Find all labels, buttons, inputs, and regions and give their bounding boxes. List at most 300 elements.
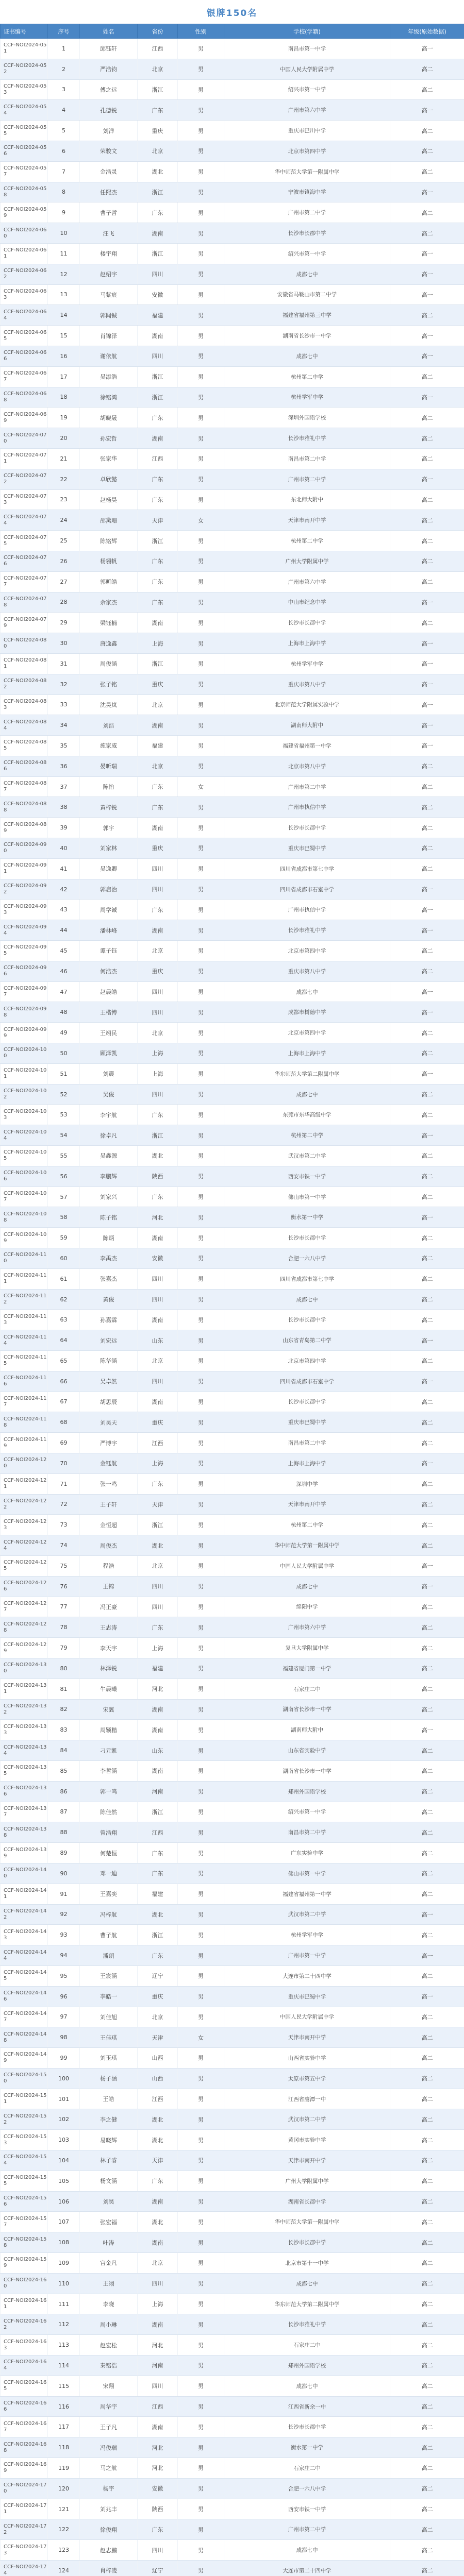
table-row [1,1371,464,1392]
cell-index: 96 [48,1986,80,2007]
cell-gender: 男 [178,121,224,141]
cell-school: 黄冈市实验中学 [224,2130,390,2150]
cell-grade: 高二 [390,2561,464,2576]
table-row [1,1740,464,1761]
cell-gender: 男 [178,879,224,900]
cell-province: 浙江 [138,1802,178,1822]
table-row [1,2253,464,2274]
cell-index: 60 [48,1248,80,1269]
cell-province: 河北 [138,1207,178,1228]
cell-province: 湖南 [138,2314,178,2335]
cell-index: 21 [48,448,80,469]
cell-certificate: CCF-NOI2024-084 [1,715,48,736]
column-header-gender: 性别 [178,24,224,39]
cell-name: 张家华 [80,448,138,469]
cell-school: 成都市树德中学 [224,1002,390,1023]
cell-grade: 高二 [390,121,464,141]
table-body [1,39,464,2576]
cell-index: 114 [48,2355,80,2376]
cell-grade: 高二 [390,1822,464,1843]
cell-name: 易晓辉 [80,2130,138,2150]
cell-certificate: CCF-NOI2024-152 [1,2109,48,2130]
cell-province: 北京 [138,941,178,961]
cell-grade: 高一 [390,1720,464,1740]
cell-name: 李禹杰 [80,1248,138,1269]
cell-school: 广州市第二中学 [224,2519,390,2540]
cell-certificate: CCF-NOI2024-094 [1,920,48,941]
cell-grade: 高二 [390,59,464,79]
cell-certificate: CCF-NOI2024-090 [1,838,48,859]
cell-gender: 男 [178,1802,224,1822]
cell-name: 何浩杰 [80,961,138,981]
cell-grade: 高一 [390,284,464,305]
cell-school: 广州市第二中学 [224,469,390,489]
cell-certificate: CCF-NOI2024-145 [1,1965,48,1986]
cell-province: 四川 [138,1084,178,1105]
cell-certificate: CCF-NOI2024-135 [1,1760,48,1781]
cell-index: 11 [48,243,80,264]
table-row [1,2048,464,2069]
table-row [1,305,464,326]
table-row [1,961,464,981]
cell-index: 98 [48,2027,80,2048]
cell-certificate: CCF-NOI2024-170 [1,2478,48,2499]
cell-grade: 高二 [390,223,464,244]
cell-name: 谭子钰 [80,941,138,961]
cell-index: 19 [48,408,80,428]
cell-province: 湖南 [138,2191,178,2212]
table-row [1,1494,464,1515]
cell-school: 合肥一六八中学 [224,2478,390,2499]
cell-gender: 男 [178,1371,224,1392]
cell-gender: 男 [178,797,224,818]
cell-province: 江西 [138,2089,178,2109]
cell-gender: 男 [178,1884,224,1904]
cell-grade: 高二 [390,1105,464,1125]
cell-gender: 男 [178,1945,224,1966]
cell-province: 湖南 [138,223,178,244]
cell-index: 57 [48,1187,80,1207]
cell-certificate: CCF-NOI2024-162 [1,2314,48,2335]
cell-gender: 男 [178,2171,224,2191]
cell-province: 广东 [138,592,178,613]
cell-province: 浙江 [138,366,178,387]
table-row [1,1515,464,1535]
cell-province: 浙江 [138,387,178,408]
cell-certificate: CCF-NOI2024-093 [1,900,48,920]
cell-name: 冯梓航 [80,1904,138,1925]
cell-certificate: CCF-NOI2024-083 [1,694,48,715]
cell-province: 广东 [138,1617,178,1638]
cell-grade: 高二 [390,571,464,592]
cell-school: 广州市执信中学 [224,900,390,920]
cell-school: 南昌市第二中学 [224,1822,390,1843]
cell-school: 南昌市第二中学 [224,448,390,469]
cell-province: 广东 [138,900,178,920]
cell-grade: 高二 [390,2109,464,2130]
cell-index: 97 [48,2007,80,2027]
cell-grade: 高二 [390,2396,464,2417]
cell-school: 长沙市长郡中学 [224,2417,390,2437]
cell-gender: 男 [178,2540,224,2561]
cell-certificate: CCF-NOI2024-149 [1,2048,48,2069]
cell-gender: 男 [178,326,224,346]
cell-name: 林泽锐 [80,1658,138,1679]
cell-school: 江西省新余一中 [224,2396,390,2417]
cell-name: 赵晨皓 [80,981,138,1002]
cell-grade: 高二 [390,756,464,776]
cell-grade: 高二 [390,613,464,633]
cell-grade: 高二 [390,818,464,838]
column-header-school: 学校(学籍) [224,24,390,39]
cell-gender: 男 [178,366,224,387]
cell-grade: 高一 [390,653,464,674]
cell-certificate: CCF-NOI2024-053 [1,79,48,100]
cell-province: 浙江 [138,531,178,551]
cell-gender: 男 [178,202,224,223]
cell-name: 王翊民 [80,1023,138,1043]
cell-school: 广东实验中学 [224,1843,390,1863]
cell-gender: 男 [178,408,224,428]
cell-gender: 男 [178,674,224,694]
cell-grade: 高一 [390,243,464,264]
cell-name: 刁元凯 [80,1740,138,1761]
cell-school: 福建省厦门第一中学 [224,1658,390,1679]
cell-school: 衡水第一中学 [224,2437,390,2458]
cell-certificate: CCF-NOI2024-123 [1,1515,48,1535]
cell-gender: 男 [178,715,224,736]
cell-index: 64 [48,1330,80,1351]
cell-name: 周俊杰 [80,1535,138,1556]
table-row [1,1473,464,1494]
cell-province: 河北 [138,2458,178,2479]
cell-gender: 男 [178,1063,224,1084]
cell-grade: 高二 [390,1617,464,1638]
table-row [1,2540,464,2561]
cell-index: 39 [48,818,80,838]
cell-grade: 高一 [390,736,464,756]
cell-certificate: CCF-NOI2024-055 [1,121,48,141]
cell-name: 徐俊翔 [80,2519,138,2540]
table-row [1,797,464,818]
cell-gender: 男 [178,2191,224,2212]
cell-name: 赵绍宇 [80,264,138,284]
table-row [1,2171,464,2191]
cell-certificate: CCF-NOI2024-150 [1,2068,48,2089]
table-row [1,1658,464,1679]
cell-grade: 高二 [390,366,464,387]
cell-school: 杭州第二中学 [224,531,390,551]
cell-index: 113 [48,2335,80,2355]
cell-gender: 男 [178,2068,224,2089]
cell-province: 浙江 [138,243,178,264]
cell-index: 67 [48,1392,80,1412]
cell-school: 太原市第五中学 [224,2068,390,2089]
cell-index: 5 [48,121,80,141]
list-title: 银牌150名 [0,0,464,24]
cell-grade: 高二 [390,1843,464,1863]
cell-school: 绍兴市第一中学 [224,1802,390,1822]
cell-certificate: CCF-NOI2024-138 [1,1822,48,1843]
cell-grade: 高二 [390,2068,464,2089]
cell-province: 河北 [138,2437,178,2458]
cell-gender: 男 [178,1617,224,1638]
cell-gender: 男 [178,2212,224,2232]
table-row [1,2232,464,2253]
cell-school: 天津市南开中学 [224,2150,390,2171]
cell-certificate: CCF-NOI2024-159 [1,2253,48,2274]
cell-certificate: CCF-NOI2024-143 [1,1925,48,1945]
cell-name: 徐卓凡 [80,1125,138,1146]
cell-name: 王皓 [80,2089,138,2109]
table-row [1,1802,464,1822]
cell-name: 杨子涵 [80,2068,138,2089]
cell-gender: 男 [178,182,224,202]
cell-province: 山西 [138,2068,178,2089]
cell-index: 27 [48,571,80,592]
cell-name: 李之健 [80,2109,138,2130]
cell-province: 湖南 [138,1760,178,1781]
table-row [1,1965,464,1986]
cell-certificate: CCF-NOI2024-069 [1,408,48,428]
cell-certificate: CCF-NOI2024-122 [1,1494,48,1515]
cell-index: 14 [48,305,80,326]
cell-school: 杭州第二中学 [224,366,390,387]
cell-index: 65 [48,1351,80,1371]
cell-grade: 高二 [390,1658,464,1679]
cell-gender: 男 [178,1146,224,1166]
cell-school: 绵阳中学 [224,1597,390,1617]
cell-certificate: CCF-NOI2024-173 [1,2540,48,2561]
cell-province: 江西 [138,39,178,59]
table-row [1,1638,464,1658]
cell-name: 黄梓锐 [80,797,138,818]
table-row [1,1023,464,1043]
cell-name: 王子凡 [80,2417,138,2437]
cell-province: 江西 [138,1822,178,1843]
cell-certificate: CCF-NOI2024-051 [1,39,48,59]
cell-index: 53 [48,1105,80,1125]
cell-gender: 男 [178,2499,224,2519]
cell-certificate: CCF-NOI2024-096 [1,961,48,981]
cell-grade: 高二 [390,1268,464,1289]
cell-grade: 高二 [390,1638,464,1658]
table-row [1,736,464,756]
table-row [1,1843,464,1863]
column-header-index: 序号 [48,24,80,39]
table-row [1,346,464,366]
cell-grade: 高一 [390,1555,464,1576]
cell-school: 成都七中 [224,1576,390,1597]
cell-school: 北京市第十一中学 [224,2253,390,2274]
cell-name: 秦铭浩 [80,2355,138,2376]
cell-grade: 高二 [390,1965,464,1986]
cell-gender: 男 [178,571,224,592]
cell-index: 30 [48,633,80,654]
cell-name: 张嘉杰 [80,1268,138,1289]
cell-certificate: CCF-NOI2024-059 [1,202,48,223]
cell-index: 48 [48,1002,80,1023]
cell-school: 安徽省马鞍山市第二中学 [224,284,390,305]
cell-school: 武汉市第二中学 [224,1146,390,1166]
cell-certificate: CCF-NOI2024-081 [1,653,48,674]
cell-certificate: CCF-NOI2024-147 [1,2007,48,2027]
cell-province: 广东 [138,1843,178,1863]
cell-school: 宁波市镇海中学 [224,182,390,202]
cell-certificate: CCF-NOI2024-099 [1,1023,48,1043]
cell-certificate: CCF-NOI2024-129 [1,1638,48,1658]
table-row [1,448,464,469]
cell-certificate: CCF-NOI2024-165 [1,2376,48,2396]
cell-gender: 女 [178,510,224,531]
cell-certificate: CCF-NOI2024-102 [1,1084,48,1105]
cell-gender: 男 [178,920,224,941]
cell-gender: 男 [178,1986,224,2007]
cell-grade: 高一 [390,1125,464,1146]
cell-school: 北京师范大学附属实验中学 [224,694,390,715]
cell-school: 杭州学军中学 [224,387,390,408]
cell-index: 20 [48,428,80,449]
cell-index: 46 [48,961,80,981]
cell-gender: 男 [178,264,224,284]
cell-school: 杭州第二中学 [224,1515,390,1535]
cell-school: 中国人民大学附属中学 [224,59,390,79]
cell-gender: 男 [178,1535,224,1556]
cell-name: 李哲涵 [80,1760,138,1781]
cell-index: 59 [48,1228,80,1248]
cell-name: 肖锦泽 [80,326,138,346]
cell-grade: 高二 [390,448,464,469]
cell-gender: 男 [178,100,224,121]
cell-school: 重庆市巴蜀中学 [224,1986,390,2007]
cell-certificate: CCF-NOI2024-086 [1,756,48,776]
cell-certificate: CCF-NOI2024-118 [1,1412,48,1433]
cell-gender: 男 [178,428,224,449]
cell-index: 116 [48,2396,80,2417]
cell-index: 58 [48,1207,80,1228]
cell-certificate: CCF-NOI2024-078 [1,592,48,613]
cell-certificate: CCF-NOI2024-167 [1,2417,48,2437]
cell-grade: 高一 [390,182,464,202]
cell-gender: 男 [178,1207,224,1228]
cell-certificate: CCF-NOI2024-139 [1,1843,48,1863]
cell-name: 楼宇翔 [80,243,138,264]
cell-certificate: CCF-NOI2024-117 [1,1392,48,1412]
cell-school: 福建省福州第三中学 [224,305,390,326]
cell-school: 广州市第六中学 [224,100,390,121]
cell-grade: 高一 [390,879,464,900]
column-header-name: 姓名 [80,24,138,39]
cell-name: 冯俊瑞 [80,2437,138,2458]
cell-certificate: CCF-NOI2024-092 [1,879,48,900]
cell-index: 33 [48,694,80,715]
cell-province: 湖北 [138,1535,178,1556]
cell-certificate: CCF-NOI2024-128 [1,1617,48,1638]
cell-certificate: CCF-NOI2024-109 [1,1228,48,1248]
cell-province: 北京 [138,1351,178,1371]
cell-certificate: CCF-NOI2024-074 [1,510,48,531]
cell-certificate: CCF-NOI2024-158 [1,2232,48,2253]
cell-school: 佛山市第一中学 [224,1863,390,1884]
cell-name: 牛晨曦 [80,1679,138,1699]
cell-gender: 男 [178,2335,224,2355]
cell-gender: 男 [178,1720,224,1740]
cell-certificate: CCF-NOI2024-172 [1,2519,48,2540]
cell-school: 北京市第四中学 [224,941,390,961]
cell-certificate: CCF-NOI2024-104 [1,1125,48,1146]
cell-grade: 高二 [390,2007,464,2027]
cell-name: 傅之远 [80,79,138,100]
cell-province: 北京 [138,2007,178,2027]
table-row [1,2068,464,2089]
table-row [1,653,464,674]
table-row [1,1084,464,1105]
cell-school: 湖南省长沙市一中学 [224,326,390,346]
cell-gender: 男 [178,1330,224,1351]
cell-school: 天津市南开中学 [224,2027,390,2048]
cell-name: 宋翼 [80,1699,138,1720]
table-row [1,1187,464,1207]
cell-province: 重庆 [138,838,178,859]
table-row [1,2376,464,2396]
cell-name: 金恒超 [80,1515,138,1535]
table-row [1,2437,464,2458]
cell-school: 山东省青岛第二中学 [224,1330,390,1351]
cell-province: 北京 [138,756,178,776]
cell-index: 17 [48,366,80,387]
cell-school: 重庆市第八中学 [224,961,390,981]
cell-province: 广东 [138,100,178,121]
cell-index: 63 [48,1310,80,1330]
cell-school: 山西省实验中学 [224,2048,390,2069]
cell-grade: 高二 [390,551,464,571]
cell-grade: 高二 [390,858,464,879]
cell-index: 24 [48,510,80,531]
table-row [1,489,464,510]
cell-gender: 男 [178,1023,224,1043]
cell-name: 程浩 [80,1555,138,1576]
cell-name: 吴逸卿 [80,858,138,879]
cell-index: 108 [48,2232,80,2253]
table-row [1,900,464,920]
cell-province: 北京 [138,141,178,161]
cell-certificate: CCF-NOI2024-137 [1,1802,48,1822]
cell-grade: 高二 [390,2355,464,2376]
table-row [1,1597,464,1617]
cell-index: 100 [48,2068,80,2089]
table-row [1,1146,464,1166]
cell-gender: 男 [178,1679,224,1699]
cell-gender: 男 [178,1289,224,1310]
cell-certificate: CCF-NOI2024-076 [1,551,48,571]
cell-grade: 高二 [390,1535,464,1556]
cell-index: 54 [48,1125,80,1146]
cell-school: 武汉市第二中学 [224,2109,390,2130]
cell-grade: 高二 [390,941,464,961]
cell-name: 赵宏松 [80,2335,138,2355]
table-row [1,1002,464,1023]
table-row [1,182,464,202]
table-row [1,161,464,182]
cell-index: 55 [48,1146,80,1166]
cell-province: 湖南 [138,920,178,941]
cell-grade: 高二 [390,2048,464,2069]
cell-name: 严浩钧 [80,59,138,79]
cell-certificate: CCF-NOI2024-063 [1,284,48,305]
cell-province: 天津 [138,2027,178,2048]
cell-name: 何楚恒 [80,1843,138,1863]
cell-school: 北京市第四中学 [224,1351,390,1371]
